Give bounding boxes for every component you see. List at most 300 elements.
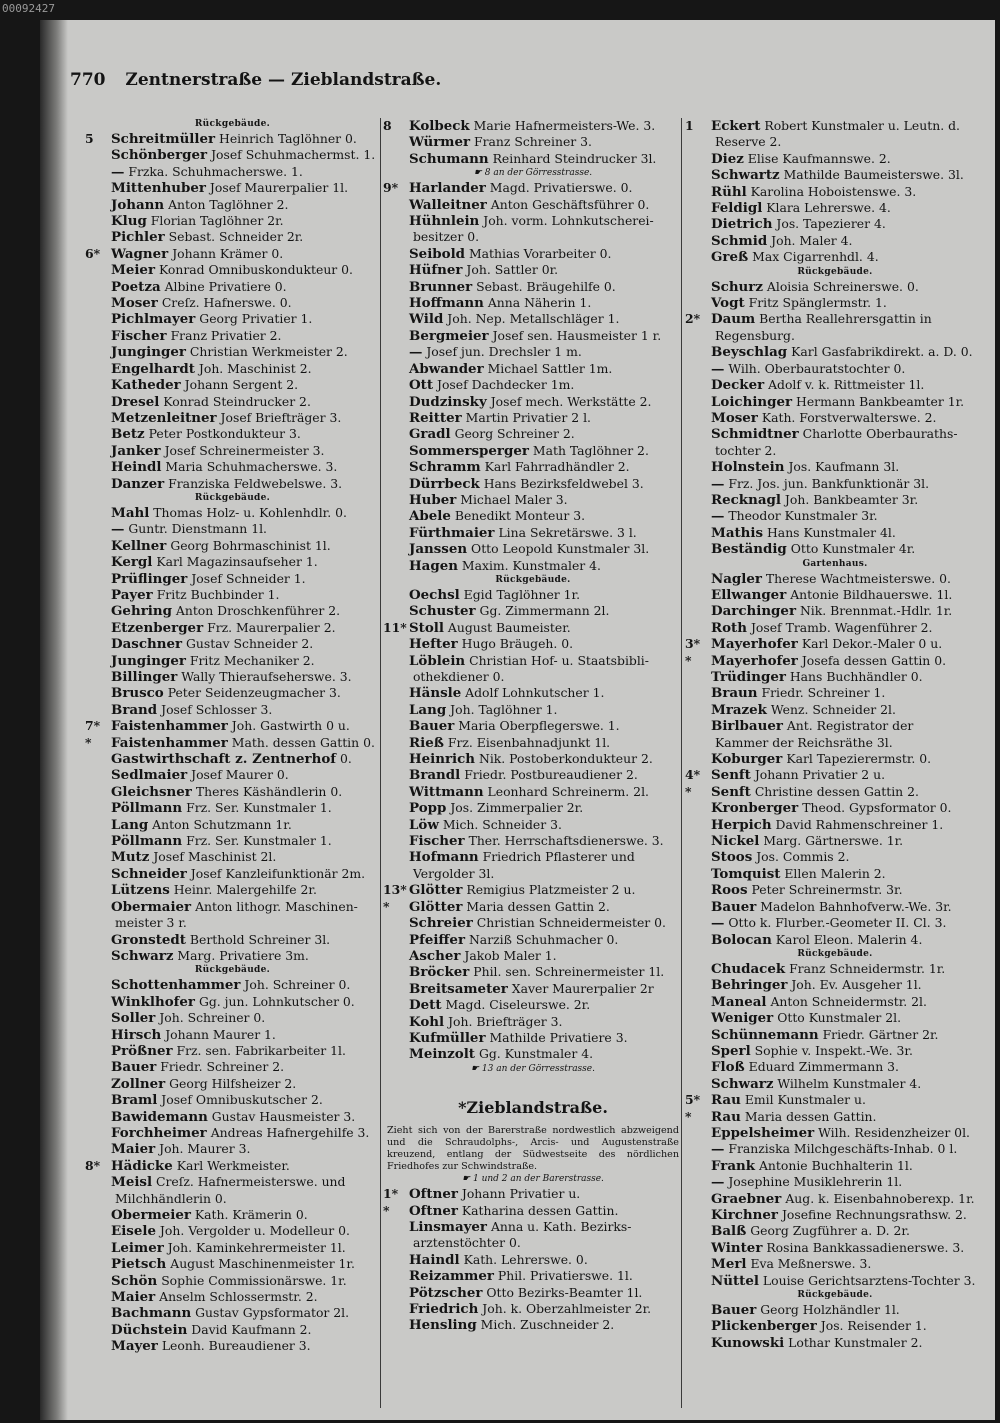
directory-entry: [85, 459, 380, 475]
directory-entry: [383, 932, 683, 948]
resident-details: Thomas Holz- u. Kohlenhdlr. 0.: [153, 504, 347, 520]
resident-name: Braun: [711, 685, 758, 702]
resident-name: Schünnemann: [711, 1026, 819, 1043]
directory-entry: [383, 525, 683, 541]
directory-entry: [85, 410, 380, 426]
resident-name: Johann: [111, 196, 165, 213]
resident-name: Feldigl: [711, 200, 763, 217]
house-number: 3*: [685, 636, 701, 652]
directory-entry: [85, 948, 380, 964]
resident-name: Hefter: [409, 636, 458, 653]
resident-name: Reizammer: [409, 1268, 494, 1285]
directory-entry: [685, 751, 985, 767]
directory-entry: [383, 476, 683, 492]
directory-entry: [85, 849, 380, 865]
resident-details: Xaver Maurerpalier 2r: [511, 980, 654, 996]
directory-entry: [685, 1335, 985, 1351]
directory-entry: [685, 118, 985, 134]
resident-details: Michael Sattler 1m.: [487, 360, 613, 376]
resident-details: Frzka. Schuhmacherswe. 1.: [128, 163, 303, 179]
resident-name: Moser: [711, 409, 758, 426]
resident-details: Aug. k. Eisenbahnoberexp. 1r.: [785, 1190, 975, 1206]
resident-details: Jos. Reisender 1.: [820, 1318, 927, 1334]
resident-details: Math Taglöhner 2.: [532, 442, 649, 458]
resident-name: Moser: [111, 295, 158, 312]
directory-entry: [383, 751, 683, 767]
directory-entry: [383, 1203, 683, 1219]
page-title: Zentnerstraße — Zieblandstraße.: [125, 70, 442, 90]
resident-name: Etzenberger: [111, 619, 204, 636]
directory-entry: [383, 311, 683, 327]
resident-details: August Baumeister.: [447, 619, 571, 635]
resident-details: Theodor Kunstmaler 3r.: [728, 508, 878, 524]
directory-entry: [383, 833, 683, 849]
resident-details: Peter Seidenzeugmacher 3.: [167, 685, 341, 701]
directory-entry: [85, 554, 380, 570]
resident-details: Joh. Nep. Metallschläger 1.: [447, 311, 620, 327]
resident-name: Pöllmann: [111, 833, 183, 850]
rear-building-label: Rückgebäude.: [797, 266, 873, 277]
resident-details: Anselm Schlossermstr. 2.: [159, 1289, 318, 1305]
resident-name: Sperl: [711, 1042, 751, 1059]
directory-entry: [383, 620, 683, 636]
house-number: 6*: [85, 245, 101, 261]
directory-entry: [85, 653, 380, 669]
directory-entry: [685, 151, 985, 167]
resident-name: Lang: [111, 816, 149, 833]
directory-entry: [685, 1076, 985, 1092]
directory-entry: [685, 541, 985, 557]
resident-details: Friedr. Postbureaudiener 2.: [464, 767, 638, 783]
resident-name: Loichinger: [711, 393, 793, 410]
resident-name: Klug: [111, 213, 147, 230]
resident-name: Rieß: [409, 734, 444, 751]
resident-details: Josef mech. Werkstätte 2.: [490, 393, 652, 409]
resident-name: Pichler: [111, 229, 165, 246]
resident-details: Georg Privatier 1.: [199, 311, 313, 327]
resident-details: Katharina dessen Gattin.: [461, 1202, 619, 1218]
resident-details: Konrad Steindrucker 2.: [163, 393, 311, 409]
resident-name: Koburger: [711, 751, 783, 768]
resident-name: Sedlmaier: [111, 767, 188, 784]
directory-entry: [383, 636, 683, 652]
directory-entry: [85, 1223, 380, 1239]
resident-name: Trüdinger: [711, 669, 786, 685]
resident-name: Löblein: [409, 652, 466, 669]
directory-entry: [685, 702, 985, 718]
resident-name: Mrazek: [711, 701, 767, 718]
resident-name: Gradl: [409, 426, 451, 443]
resident-details: Creſz. Hafnermeisterswe. und: [156, 1174, 346, 1190]
directory-entry: [685, 1240, 985, 1256]
resident-details: Joh. Maschinist 2.: [198, 360, 312, 376]
resident-name: Payer: [111, 586, 153, 603]
resident-name: Mittenhuber: [111, 180, 206, 197]
resident-details: Johann Privatier 2 u.: [754, 767, 886, 783]
resident-details: Florian Taglöhner 2r.: [150, 213, 284, 229]
resident-name: Kufmüller: [409, 1029, 486, 1046]
resident-name: Maier: [111, 1141, 156, 1158]
directory-entry: [685, 849, 985, 865]
directory-entry: [685, 1302, 985, 1318]
resident-details: Frz. Ser. Kunstmaler 1.: [186, 800, 332, 816]
directory-entry: [685, 961, 985, 977]
resident-name: Kohl: [409, 1013, 445, 1030]
resident-name: Düchstein: [111, 1321, 188, 1338]
resident-details: Karl Dekor.-Maler 0 u.: [801, 636, 943, 652]
directory-entry: [383, 377, 683, 393]
resident-details: Phil. sen. Schreinermeister 1l.: [473, 964, 665, 980]
resident-name: —: [111, 163, 125, 180]
directory-entry: [383, 426, 683, 442]
resident-details: Karol Eleon. Malerin 4.: [775, 931, 923, 947]
resident-details: Josef jun. Drechsler 1 m.: [426, 344, 582, 360]
directory-entry: [685, 443, 985, 459]
resident-name: Bauer: [409, 718, 455, 735]
directory-entry: [685, 279, 985, 295]
resident-details: August Maschinenmeister 1r.: [170, 1256, 355, 1272]
resident-details: Andreas Hafnergehilfe 3.: [210, 1124, 370, 1140]
directory-entry: [85, 1305, 380, 1321]
resident-name: Heindl: [111, 459, 162, 476]
resident-details: Bertha Reallehrersgattin in: [759, 311, 932, 327]
resident-details: Joh. Schreiner 0.: [159, 1010, 266, 1026]
resident-details: Maria Oberpflegerswe. 1.: [458, 718, 620, 734]
directory-entry: [383, 213, 683, 229]
directory-entry: [685, 915, 985, 931]
resident-details: David Kaufmann 2.: [191, 1321, 312, 1337]
directory-entry: [383, 685, 683, 701]
resident-details: Anton Schutzmann 1r.: [152, 816, 292, 832]
directory-entry: [85, 1092, 380, 1108]
resident-details: Josef Dachdecker 1m.: [437, 377, 575, 393]
resident-details: Anton Schneidermstr. 2l.: [770, 993, 927, 1009]
resident-name: Senft: [711, 783, 751, 800]
resident-details: Georg Holzhändler 1l.: [760, 1302, 900, 1318]
resident-name: Meisl: [111, 1174, 153, 1191]
resident-name: Plickenberger: [711, 1318, 817, 1335]
cross-reference-note: ☛ 13 an der Görresstrasse.: [470, 1063, 595, 1074]
resident-name: Weniger: [711, 1010, 774, 1027]
directory-entry: [85, 1076, 380, 1092]
resident-name: Ascher: [409, 947, 461, 964]
directory-entry: [383, 118, 683, 134]
resident-name: Obermaier: [111, 898, 192, 915]
directory-entry: [85, 587, 380, 603]
resident-name: Birlbauer: [711, 718, 783, 735]
resident-details: Gg. jun. Lohnkutscher 0.: [198, 993, 355, 1009]
resident-details: David Rahmenschreiner 1.: [775, 816, 944, 832]
resident-details: Guntr. Dienstmann 1l.: [128, 521, 267, 537]
directory-entry: [383, 669, 683, 685]
resident-details: Otto Leopold Kunstmaler 3l.: [471, 541, 650, 557]
resident-details: Michael Maler 3.: [460, 491, 568, 507]
resident-name: Mutz: [111, 849, 150, 866]
resident-details: Louise Gerichtsarztens-Tochter 3.: [762, 1272, 976, 1288]
directory-entry: [383, 180, 683, 196]
house-number: 9*: [383, 180, 399, 196]
resident-name: Fischer: [409, 833, 465, 850]
directory-entry: [383, 784, 683, 800]
resident-name: Bolocan: [711, 931, 772, 948]
directory-entry: [383, 587, 683, 603]
directory-page: [40, 20, 995, 1420]
house-number: 11*: [383, 619, 407, 635]
directory-entry: [383, 197, 683, 213]
directory-entry: [685, 459, 985, 475]
resident-details: Sebast. Bräugehilfe 0.: [476, 278, 616, 294]
resident-name: Schönberger: [111, 147, 208, 164]
resident-details: Joh. Sattler 0r.: [466, 262, 559, 278]
resident-details: Narziß Schuhmacher 0.: [468, 931, 619, 947]
directory-entry: [383, 443, 683, 459]
directory-entry: [685, 134, 985, 150]
directory-entry: [85, 932, 380, 948]
resident-details: Karl Gasfabrikdirekt. a. D. 0.: [791, 344, 973, 360]
resident-details: Gg. Kunstmaler 4.: [478, 1046, 594, 1062]
resident-name: Roos: [711, 882, 748, 899]
resident-details: Adolf v. k. Rittmeister 1l.: [768, 377, 925, 393]
directory-entry: [85, 394, 380, 410]
resident-name: Schwartz: [711, 167, 780, 184]
resident-name: Würmer: [409, 134, 471, 151]
directory-entry: [685, 1158, 985, 1174]
resident-name: Dietrich: [711, 216, 773, 233]
resident-details: Ellen Malerin 2.: [784, 865, 886, 881]
resident-name: Mayerhofer: [711, 652, 798, 669]
directory-entry: [85, 817, 380, 833]
resident-details: Emil Kunstmaler u.: [744, 1092, 866, 1108]
resident-name: Schurz: [711, 278, 763, 295]
resident-details: Karl Magazinsaufseher 1.: [156, 554, 318, 570]
resident-details: Josef Briefträger 3.: [220, 409, 342, 425]
resident-name: Dett: [409, 997, 442, 1014]
resident-name: —: [111, 521, 125, 538]
resident-details: Josephine Musiklehrerin 1l.: [728, 1174, 903, 1190]
rear-building-label: Rückgebäude.: [797, 948, 873, 959]
resident-name: Rau: [711, 1108, 741, 1125]
resident-name: Glötter: [409, 898, 463, 915]
directory-entry: [85, 1043, 380, 1059]
resident-name: Herpich: [711, 816, 772, 833]
resident-name: Tomquist: [711, 865, 781, 882]
resident-name: Friedrich: [409, 1301, 479, 1317]
resident-name: Ellwanger: [711, 586, 787, 603]
resident-details: Frz. Ser. Kunstmaler 1.: [186, 833, 332, 849]
resident-name: Braml: [111, 1092, 158, 1109]
resident-name: Mahl: [111, 504, 150, 521]
directory-entry: [85, 1010, 380, 1026]
resident-name: Daschner: [111, 636, 183, 653]
resident-details: Milchhändlerin 0.: [114, 1190, 227, 1206]
resident-details: Gustav Gypsformator 2l.: [195, 1305, 350, 1321]
directory-entry: [85, 702, 380, 718]
resident-name: Popp: [409, 800, 447, 817]
house-number: 7*: [85, 718, 101, 734]
directory-entry: [85, 718, 380, 734]
directory-entry: [85, 603, 380, 619]
directory-entry: [685, 1010, 985, 1026]
resident-details: Leonhard Schreinerm. 2l.: [487, 783, 649, 799]
directory-entry: [383, 817, 683, 833]
directory-entry: [685, 233, 985, 249]
resident-details: Magd. Ciseleurswe. 2r.: [445, 997, 591, 1013]
resident-name: Vogt: [711, 295, 745, 312]
resident-name: Fürthmaier: [409, 524, 495, 541]
resident-name: —: [711, 915, 725, 932]
resident-name: Wild: [409, 311, 444, 328]
resident-name: Nüttel: [711, 1272, 759, 1289]
directory-entry: [85, 1027, 380, 1043]
directory-entry: [383, 508, 683, 524]
directory-entry: [85, 521, 380, 537]
directory-entry: [685, 328, 985, 344]
directory-entry: [685, 587, 985, 603]
resident-details: Anton Droschkenführer 2.: [175, 603, 341, 619]
directory-entry: [383, 899, 683, 915]
resident-details: Joh. vorm. Lohnkutscherei-: [483, 213, 654, 229]
directory-entry: [85, 1059, 380, 1075]
directory-entry: [85, 279, 380, 295]
directory-entry: [685, 1256, 985, 1272]
directory-entry: [85, 620, 380, 636]
resident-name: Schneider: [111, 865, 187, 882]
directory-entry: [685, 394, 985, 410]
resident-name: Prüflinger: [111, 570, 188, 587]
directory-entry: [685, 476, 985, 492]
resident-details: Martin Privatier 2 l.: [465, 409, 591, 425]
resident-name: Greß: [711, 249, 749, 266]
resident-name: Danzer: [111, 475, 165, 492]
resident-name: Hoffmann: [409, 295, 484, 312]
resident-details: Ther. Herrschaftsdienerswe. 3.: [468, 833, 664, 849]
directory-entry: [383, 767, 683, 783]
resident-name: Merl: [711, 1256, 747, 1273]
directory-entry: [85, 443, 380, 459]
resident-details: Math. dessen Gattin 0.: [231, 734, 375, 750]
resident-name: Junginger: [111, 344, 186, 361]
resident-name: Oftner: [409, 1186, 458, 1203]
resident-details: Joh. Vergolder u. Modelleur 0.: [159, 1223, 350, 1239]
resident-name: Stoos: [711, 849, 753, 866]
directory-entry: [383, 151, 683, 167]
resident-details: Joh. Maler 4.: [771, 232, 853, 248]
rear-building-label: Rückgebäude.: [194, 119, 271, 129]
directory-entry: [383, 229, 683, 245]
resident-details: Remigius Platzmeister 2 u.: [466, 882, 636, 898]
resident-details: Mich. Schneider 3.: [442, 816, 562, 832]
resident-name: Reitter: [409, 409, 462, 426]
resident-details: Friedr. Gärtner 2r.: [822, 1026, 939, 1042]
resident-name: Winter: [711, 1239, 763, 1256]
directory-entry: [685, 167, 985, 183]
directory-entry: [383, 558, 683, 574]
directory-entry: [383, 492, 683, 508]
house-number: 1: [685, 118, 694, 133]
directory-entry: [85, 295, 380, 311]
resident-name: Daum: [711, 311, 756, 328]
directory-entry: [85, 164, 380, 180]
resident-name: Schramm: [409, 459, 481, 476]
resident-name: Hänsle: [409, 685, 462, 702]
directory-entry: [685, 1059, 985, 1075]
directory-entry: [685, 525, 985, 541]
resident-name: Frank: [711, 1157, 756, 1174]
directory-entry: [85, 476, 380, 492]
resident-details: Josef Maurerpalier 1l.: [209, 180, 349, 196]
directory-entry: [85, 147, 380, 163]
resident-details: Marg. Privatiere 3m.: [177, 947, 309, 963]
street-heading: *Zieblandstraße.: [458, 1097, 608, 1117]
house-number: *: [85, 734, 92, 750]
directory-entry: [685, 603, 985, 619]
directory-entry: [85, 262, 380, 278]
directory-entry: [383, 1186, 683, 1202]
resident-details: Franziska Milchgeschäfts-Inhab. 0 l.: [728, 1141, 958, 1157]
resident-name: Wittmann: [409, 783, 484, 800]
resident-details: Max Cigarrenhdl. 4.: [752, 249, 879, 265]
resident-name: —: [711, 360, 725, 377]
resident-details: Creſz. Hafnerswe. 0.: [161, 295, 292, 311]
resident-details: Wilhelm Kunstmaler 4.: [777, 1075, 922, 1091]
directory-entry: [685, 735, 985, 751]
directory-entry: [383, 1219, 683, 1235]
book-spine-shadow: [40, 20, 68, 1420]
resident-details: Karl Tapezierermstr. 0.: [786, 751, 932, 767]
directory-entry: [383, 981, 683, 997]
resident-details: Regensburg.: [714, 327, 795, 343]
directory-entry: [685, 1207, 985, 1223]
resident-details: Maria dessen Gattin.: [744, 1108, 877, 1124]
directory-entry: [85, 735, 380, 751]
resident-name: Bauer: [111, 1059, 157, 1076]
resident-details: Ant. Registrator der: [786, 718, 914, 734]
resident-name: Glötter: [409, 882, 463, 899]
directory-entry: [85, 882, 380, 898]
cross-reference-note: ☛ 1 und 2 an der Barerstrasse.: [462, 1174, 604, 1185]
directory-entry: [85, 915, 380, 931]
resident-name: Diez: [711, 150, 744, 167]
resident-details: Josef sen. Hausmeister 1 r.: [492, 327, 662, 343]
resident-name: Recknagl: [711, 491, 781, 508]
directory-entry: [685, 636, 985, 652]
resident-name: Gehring: [111, 603, 172, 620]
resident-name: Pietsch: [111, 1256, 167, 1273]
street-description: Zieht sich von der Barerstraße nordwestlich abzweigend und die Schraudolphs-, Arcis- und Augustenstraße kreuzend, entlang der Südwestseite des nördlichen Friedhofes zur Schwindstraße.: [387, 1125, 679, 1173]
directory-entry: [383, 653, 683, 669]
directory-entry: [383, 882, 683, 898]
resident-name: Brusco: [111, 685, 164, 702]
rear-building-label: Rückgebäude.: [194, 965, 271, 976]
resident-name: —: [711, 508, 725, 525]
directory-entry: [685, 249, 985, 265]
resident-name: Meier: [111, 262, 156, 279]
directory-entry: [85, 131, 380, 147]
directory-entry: [383, 603, 683, 619]
resident-name: Wagner: [111, 245, 169, 262]
directory-entry: [685, 977, 985, 993]
resident-name: Katheder: [111, 377, 181, 394]
rear-building-label: Rückgebäude.: [797, 1290, 873, 1301]
directory-entry: [685, 899, 985, 915]
resident-details: Madelon Bahnhofverw.-We. 3r.: [760, 898, 952, 914]
resident-details: Elise Kaufmannswe. 2.: [747, 150, 891, 166]
house-number: 8*: [85, 1157, 101, 1173]
resident-details: Fritz Mechaniker 2.: [189, 652, 315, 668]
resident-details: Georg Schreiner 2.: [454, 426, 575, 442]
resident-details: Johann Privatier u.: [461, 1186, 581, 1202]
directory-entry: [685, 685, 985, 701]
